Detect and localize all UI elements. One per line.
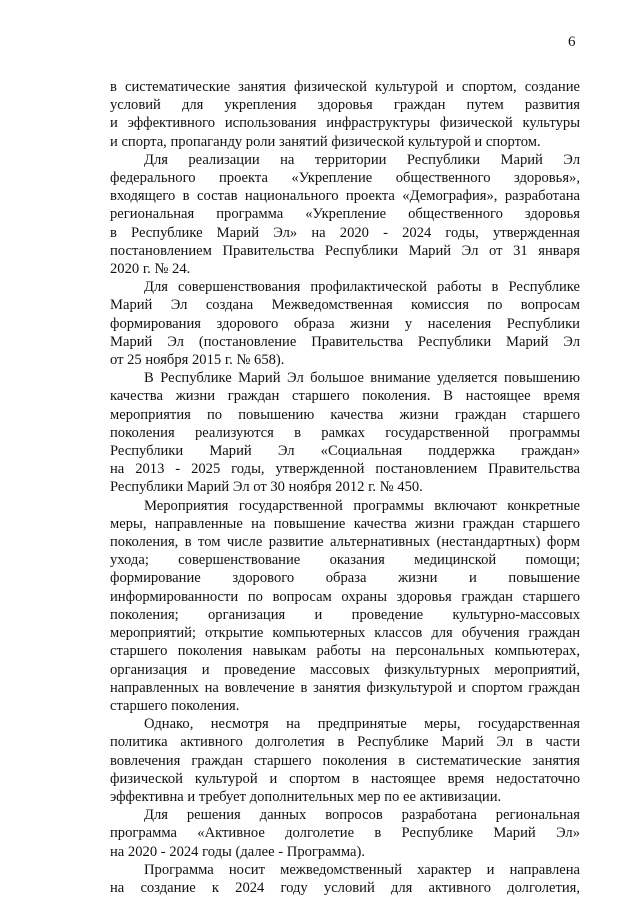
text-line: формирования здорового образа жизни у населения Республики xyxy=(110,315,580,332)
text-line: региональная программа «Укрепление общественного здоровья xyxy=(110,206,580,223)
text-line: программа «Активное долголетие в Республике Марий Эл» xyxy=(110,825,580,842)
text-line: Однако, несмотря на предпринятые меры, государственная xyxy=(144,716,580,733)
text-line: поколения, в том числе развитие альтернативных (нестандартных) форм xyxy=(110,534,580,551)
text-line: информированности по вопросам охраны здоровья граждан старшего xyxy=(110,588,580,605)
text-line: от 25 ноября 2015 г. № 658). xyxy=(110,352,285,369)
text-line: Для решения данных вопросов разработана региональная xyxy=(144,807,580,824)
text-line: политика активного долголетия в Республике Марий Эл в части xyxy=(110,734,580,751)
text-line: Республики Марий Эл от 30 ноября 2012 г. № 450. xyxy=(110,479,423,496)
paragraph xyxy=(110,715,580,806)
text-line: входящего в состав национального проекта «Демография», разработана xyxy=(110,188,580,205)
text-line: федерального проекта «Укрепление общественного здоровья», xyxy=(110,170,580,187)
paragraph xyxy=(110,861,580,897)
text-line: условий для укрепления здоровья граждан путем развития xyxy=(110,97,580,114)
document-body xyxy=(110,78,580,897)
text-line: на создание к 2024 году условий для активного долголетия, xyxy=(110,879,580,896)
text-line: ухода; совершенствование оказания медицинской помощи; xyxy=(110,552,580,569)
text-line: Для реализации на территории Республики Марий Эл xyxy=(144,151,580,168)
text-line: Марий Эл создана Межведомственная комиссия по вопросам xyxy=(110,297,580,314)
text-line: вовлечения граждан старшего поколения в систематические занятия xyxy=(110,752,580,769)
text-line: Марий Эл (постановление Правительства Республики Марий Эл xyxy=(110,333,580,350)
text-line: Республики Марий Эл «Социальная поддержка граждан» xyxy=(110,443,580,460)
text-line: организация и проведение массовых физкультурных мероприятий, xyxy=(110,661,580,678)
paragraph xyxy=(110,369,580,496)
paragraph xyxy=(110,806,580,861)
text-line: на 2013 - 2025 годы, утвержденной постановлением Правительства xyxy=(110,461,580,478)
text-line: поколения реализуются в рамках государственной программы xyxy=(110,424,580,441)
text-line: постановлением Правительства Республики Марий Эл от 31 января xyxy=(110,242,580,259)
text-line: в систематические занятия физической культурой и спортом, создание xyxy=(110,79,580,95)
text-line: направленных на вовлечение в занятия физкультурой и спортом граждан xyxy=(110,679,580,696)
text-line: меры, направленные на повышение качества жизни граждан старшего xyxy=(110,515,580,532)
text-line: Программа носит межведомственный характер и направлена xyxy=(144,861,580,878)
text-line: физической культурой и спортом в настоящее время недостаточно xyxy=(110,770,580,787)
text-line: и спорта, пропаганду роли занятий физической культурой и спортом. xyxy=(110,133,541,150)
paragraph xyxy=(110,278,580,369)
text-line: старшего поколения. xyxy=(110,697,240,714)
text-line: качества жизни граждан старшего поколения. В настоящее время xyxy=(110,388,580,405)
text-line: старшего поколения навыкам работы на персональных компьютерах, xyxy=(110,643,580,660)
text-line: поколения; организация и проведение культурно-массовых xyxy=(110,606,580,623)
paragraph xyxy=(110,78,580,151)
text-line: на 2020 - 2024 годы (далее - Программа). xyxy=(110,843,366,860)
text-line: 2020 г. № 24. xyxy=(110,261,191,278)
text-line: и эффективного использования инфраструктуры физической культуры xyxy=(110,115,580,132)
text-line: в Республике Марий Эл» на 2020 - 2024 годы, утвержденная xyxy=(110,224,580,241)
text-line: формирование здорового образа жизни и повышение xyxy=(110,570,580,587)
text-line: Мероприятия государственной программы включают конкретные xyxy=(144,497,580,514)
paragraph xyxy=(110,497,580,715)
text-line: мероприятия по повышению качества жизни граждан старшего xyxy=(110,406,580,423)
paragraph xyxy=(110,151,580,278)
text-line: мероприятий; открытие компьютерных классов для обучения граждан xyxy=(110,625,580,642)
text-line: эффективна и требует дополнительных мер по ее активизации. xyxy=(110,788,502,805)
page-number: 6 xyxy=(568,34,576,50)
text-line: В Республике Марий Эл большое внимание уделяется повышению xyxy=(144,370,580,387)
text-line: Для совершенствования профилактической работы в Республике xyxy=(144,279,580,296)
